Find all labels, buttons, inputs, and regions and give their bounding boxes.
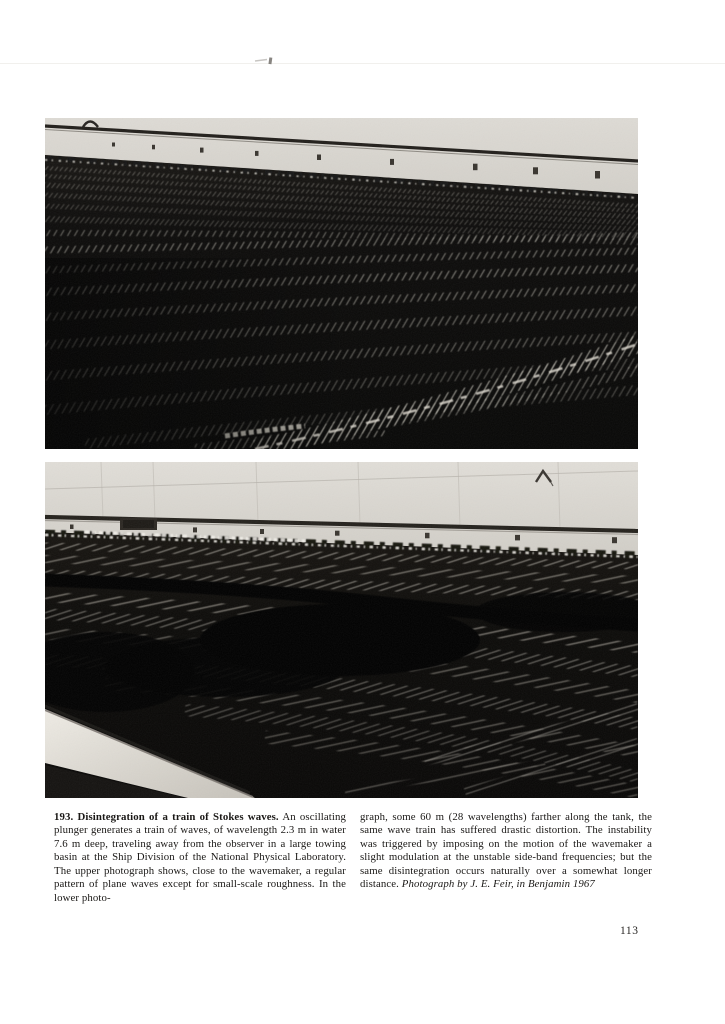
lower-photograph — [45, 462, 638, 798]
caption-column-right — [360, 811, 652, 905]
figure-caption — [54, 811, 652, 905]
upper-photograph — [45, 118, 638, 449]
film-grain-upper — [45, 118, 638, 449]
caption-column-left — [54, 811, 346, 905]
caption-text-right: graph, some 60 m (28 wavelengths) farther along the tank, the same wave train has suffered drastic distortion. The instability was triggered by imposing on the motion of the wavemaker a slight modulation at the unstable side-band frequencies; but the same disintegration occurs naturally over a somewhat longer distance. — [360, 811, 652, 891]
lower-photograph-image — [45, 462, 638, 798]
film-grain-lower — [45, 462, 638, 798]
upper-photograph-image — [45, 118, 638, 449]
figure-number-label: 193. Disintegration of a train of Stokes waves. — [54, 811, 279, 823]
page-number: 113 — [620, 925, 639, 937]
caption-text-left: An oscillating plunger generates a train of waves, of wavelength 2.3 m in water 7.6 m deep, traveling away from the observer in a large towing basin at the Ship Division of the National Physical Laboratory. The upper photograph shows, close to the wavemaker, a regular pattern of plane waves except for small-scale roughness. In the lower photo- — [54, 811, 346, 904]
photo-credit: Photograph by J. E. Feir, in Benjamin 1967 — [401, 878, 595, 891]
scan-edge-line — [0, 63, 725, 64]
ink-smudge-mark — [253, 55, 279, 67]
ink-smudge — [253, 54, 279, 66]
